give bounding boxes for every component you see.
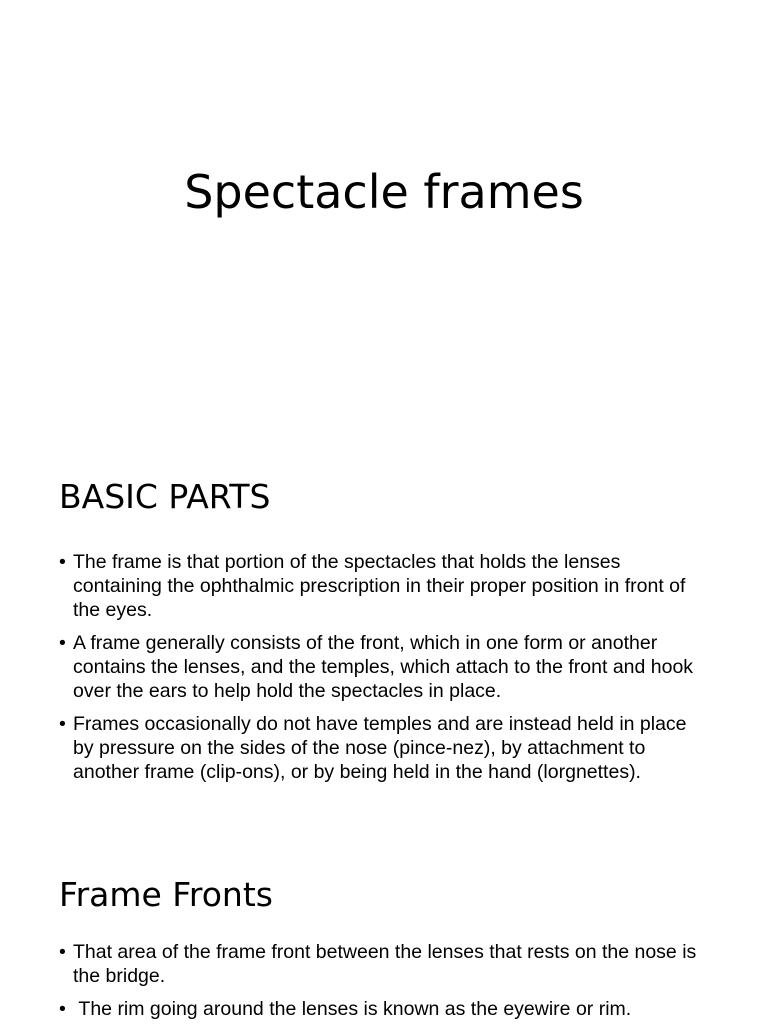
bullet-icon: •	[59, 632, 66, 654]
bullet-list	[59, 550, 709, 793]
bullet-icon: •	[59, 551, 66, 573]
bullet-text: Frames occasionally do not have temples and are instead held in place by pressure on the sides of the nose (pince-nez), by attachment to another frame (clip-ons), or by being held in the hand (lorgnettes).	[73, 713, 687, 783]
slide-frame-fronts	[0, 815, 768, 1024]
bullet-text: The rim going around the lenses is known as the eyewire or rim.	[73, 998, 632, 1020]
bullet-item	[59, 550, 709, 622]
bullet-item	[59, 712, 709, 784]
slide-basic-parts	[0, 420, 768, 815]
bullet-text: A frame generally consists of the front, which in one form or another contains the lenses, and the temples, which attach to the front and hook over the ears to help hold the spectacles in place.	[73, 632, 694, 702]
bullet-text: That area of the frame front between the lenses that rests on the nose is the bridge.	[73, 941, 697, 987]
bullet-icon: •	[59, 998, 66, 1020]
slide-heading: BASIC PARTS	[59, 477, 271, 516]
bullet-item	[59, 940, 709, 988]
slide-heading: Frame Fronts	[59, 875, 273, 914]
bullet-text: The frame is that portion of the spectacles that holds the lenses containing the ophthalmic prescription in their proper position in front of the eyes.	[73, 551, 686, 621]
slide-title	[0, 0, 768, 420]
bullet-item	[59, 997, 709, 1021]
bullet-icon: •	[59, 941, 66, 963]
presentation-title: Spectacle frames	[184, 165, 584, 219]
bullet-icon: •	[59, 713, 66, 735]
bullet-list	[59, 940, 709, 1024]
bullet-item	[59, 631, 709, 703]
